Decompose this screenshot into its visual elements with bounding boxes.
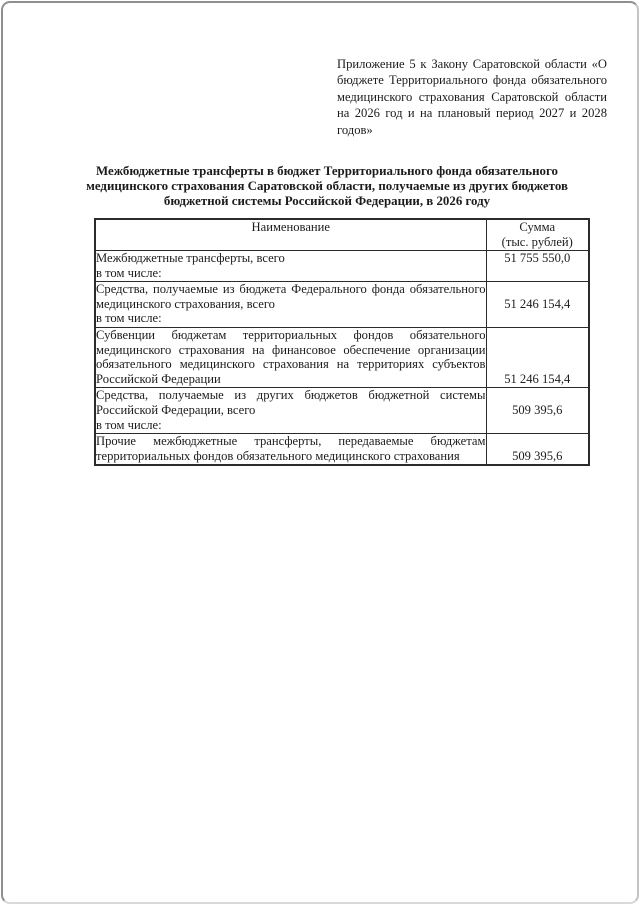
row-name-text: Прочие межбюджетные трансферты, передаваемые бюджетам территориальных фондов обязательного медицинского страхования	[96, 434, 486, 464]
row-name-text: Субвенции бюджетам территориальных фондов обязательного медицинского страхования на финансовое обеспечение организации обязательного медицинского страхования на территориях субъектов Российской Федерации	[96, 327, 486, 387]
row-sub-text: в том числе:	[96, 311, 162, 326]
document-title: Межбюджетные трансферты в бюджет Территориального фонда обязательного медицинского страхования Саратовской области, получаемые из других бюджетов бюджетной системы Российской Федерации, в 2026 году	[86, 164, 568, 209]
row-name-text: Средства, получаемые из других бюджетов бюджетной системы Российской Федерации, всего	[96, 388, 486, 418]
row-name-text: Средства, получаемые из бюджета Федерального фонда обязательного медицинского страхования, всего	[96, 281, 486, 311]
row-name-cell	[95, 388, 486, 434]
column-header-sum	[486, 219, 589, 250]
row-value-cell: 509 395,6	[486, 434, 589, 465]
row-value-cell: 509 395,6	[486, 388, 589, 434]
row-name-cell	[95, 327, 486, 388]
budget-transfers-table	[94, 218, 590, 466]
row-name-cell	[95, 281, 486, 327]
row-sub-text: в том числе:	[96, 418, 162, 433]
row-name-cell	[95, 434, 486, 465]
table-row	[95, 327, 589, 388]
annex-reference-note: Приложение 5 к Закону Саратовской области «О бюджете Территориального фонда обязательного медицинского страхования Саратовской области на 2026 год и на плановый период 2027 и 2028 годов»	[337, 57, 607, 137]
column-header-sum-line1: Сумма	[519, 220, 556, 234]
table-header-row	[95, 219, 589, 250]
row-name-cell	[95, 250, 486, 281]
table-row	[95, 250, 589, 281]
row-value-cell: 51 246 154,4	[486, 327, 589, 388]
column-header-sum-line2: (тыс. рублей)	[501, 234, 573, 249]
row-value-cell: 51 755 550,0	[486, 250, 589, 281]
table-row	[95, 434, 589, 465]
table-row	[95, 281, 589, 327]
column-header-name: Наименование	[95, 219, 486, 250]
row-value-cell: 51 246 154,4	[486, 281, 589, 327]
row-name-text: Межбюджетные трансферты, всего	[96, 250, 285, 265]
row-sub-text: в том числе:	[96, 265, 162, 280]
table-row	[95, 388, 589, 434]
